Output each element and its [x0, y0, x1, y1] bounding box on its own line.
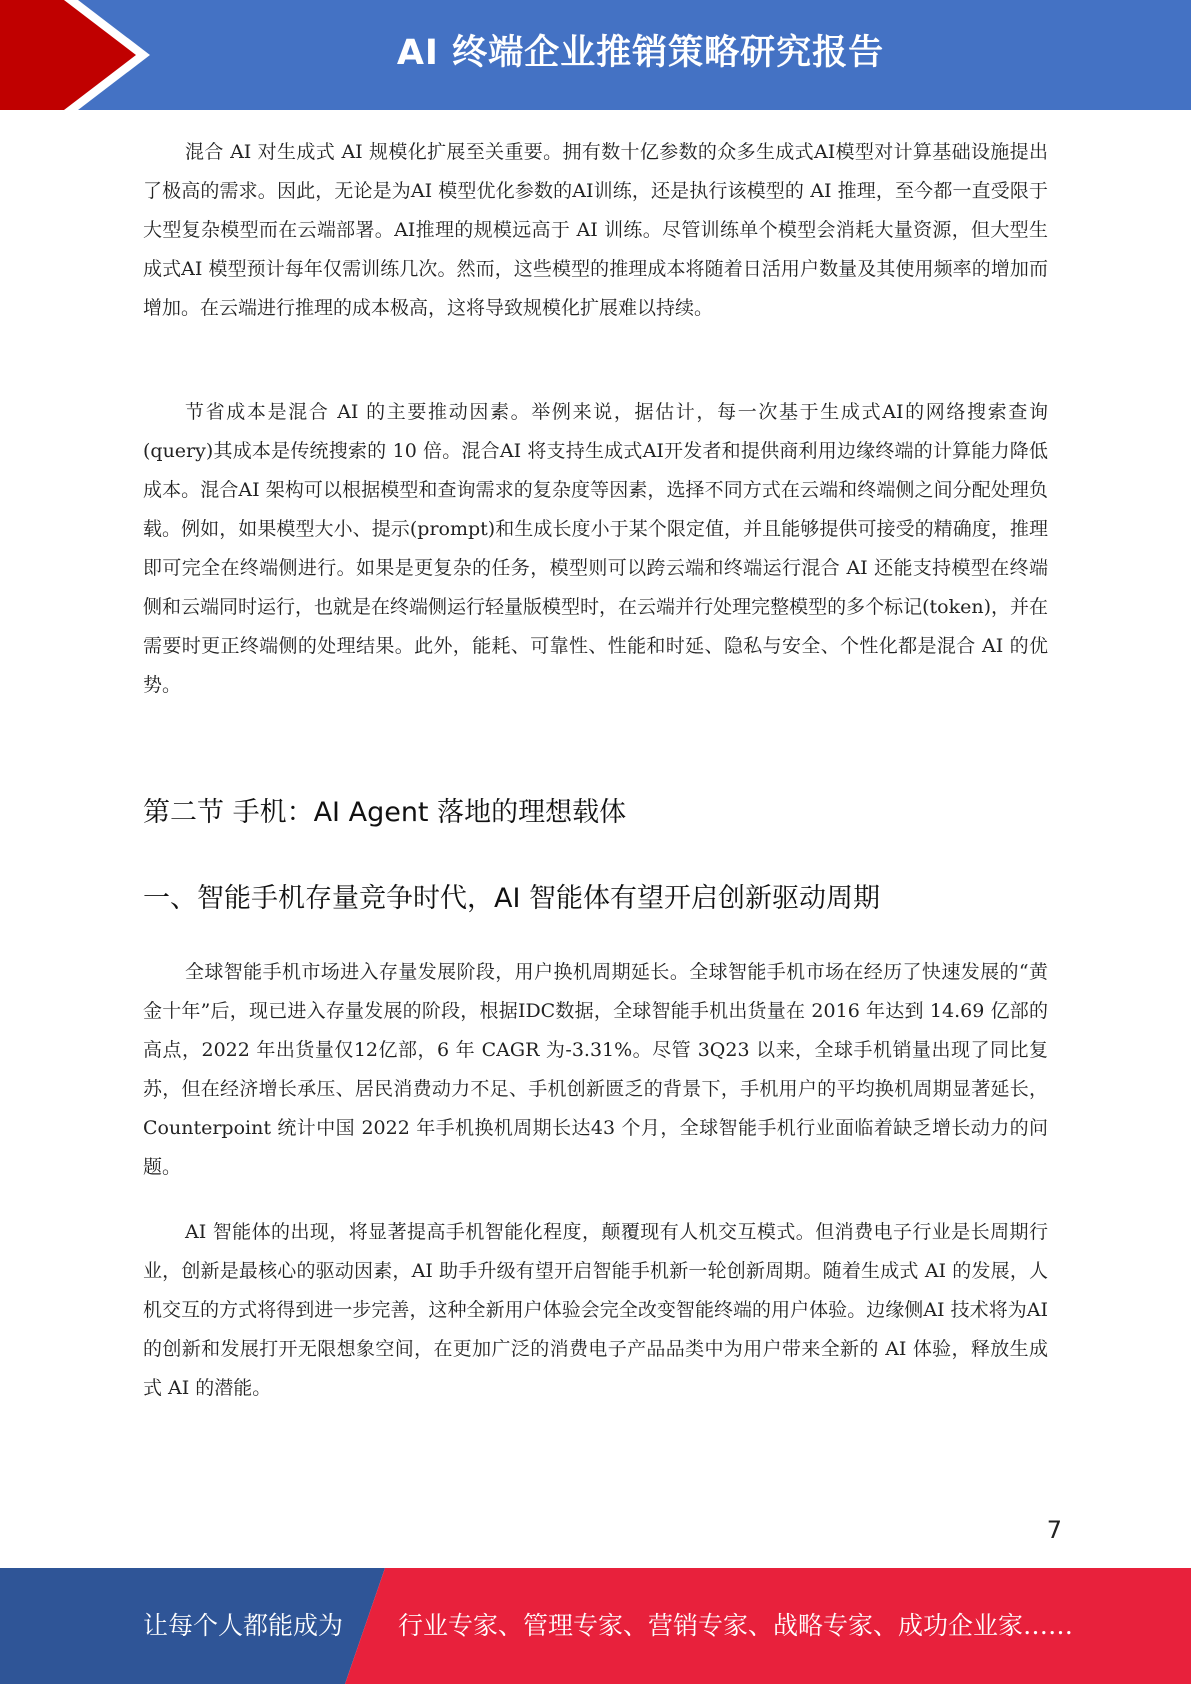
paragraph-hybrid-ai-scaling: 混合 AI 对生成式 AI 规模化扩展至关重要。拥有数十亿参数的众多生成式AI模型对计算基础设施提出了极高的需求。因此，无论是为AI 模型优化参数的AI训练，还是执行该模型的 AI 推理，至今都一直受限于大型复杂模型而在云端部署。AI推理的规模远高于 AI 训练。尽管训练单个模型会消耗大量资源，但大型生成式AI 模型预计每年仅需训练几次。然而，这些模型的推理成本将随着日活用户数量及其使用频率的增加而增加。在云端进行推理的成本极高，这将导致规模化扩展难以持续。 — [143, 141, 1048, 319]
footer-slogan-right: 行业专家、管理专家、营销专家、战略专家、成功企业家…… — [398, 1611, 1074, 1640]
page-footer — [0, 1568, 1191, 1684]
red-chevron-icon — [0, 0, 150, 110]
footer-slogan-left: 让每个人都能成为 — [143, 1611, 344, 1640]
paragraph-smartphone-market: 全球智能手机市场进入存量发展阶段，用户换机周期延长。全球智能手机市场在经历了快速发展的“黄金十年”后，现已进入存量发展的阶段，根据IDC数据，全球智能手机出货量在 2016 年达到 14.69 亿部的高点，2022 年出货量仅12亿部，6 年 CAGR 为-3.31%。尽管 3Q23 以来，全球手机销量出现了同比复苏，但在经济增长承压、居民消费动力不足、手机创新匮乏的背景下，手机用户的平均换机周期显著延长，Counterpoint 统计中国 2022 年手机换机周期长达43 个月，全球智能手机行业面临着缺乏增长动力的问题。 — [143, 961, 1048, 1178]
paragraph-ai-agent: AI 智能体的出现，将显著提高手机智能化程度，颠覆现有人机交互模式。但消费电子行业是长周期行业，创新是最核心的驱动因素，AI 助手升级有望开启智能手机新一轮创新周期。随着生成式 AI 的发展，人机交互的方式将得到进一步完善，这种全新用户体验会完全改变智能终端的用户体验。边缘侧AI 技术将为AI的创新和发展打开无限想象空间，在更加广泛的消费电子产品品类中为用户带来全新的 AI 体验，释放生成式 AI 的潜能。 — [143, 1221, 1048, 1399]
report-title: AI 终端企业推销策略研究报告 — [396, 33, 885, 73]
section-title: 第二节 手机：AI Agent 落地的理想载体 — [143, 797, 627, 828]
paragraph-cost-saving: 节省成本是混合 AI 的主要推动因素。举例来说，据估计，每一次基于生成式AI的网络搜索查询(query)其成本是传统搜索的 10 倍。混合AI 将支持生成式AI开发者和提供商利用边缘终端的计算能力降低成本。混合AI 架构可以根据模型和查询需求的复杂度等因素，选择不同方式在云端和终端侧之间分配处理负载。例如，如果模型大小、提示(prompt)和生成长度小于某个限定值，并且能够提供可接受的精确度，推理即可完全在终端侧进行。如果是更复杂的任务，模型则可以跨云端和终端运行混合 AI 还能支持模型在终端侧和云端同时运行，也就是在终端侧运行轻量版模型时，在云端并行处理完整模型的多个标记(token)，并在需要时更正终端侧的处理结果。此外，能耗、可靠性、性能和时延、隐私与安全、个性化都是混合 AI 的优势。 — [143, 401, 1048, 696]
page-number: 7 — [1046, 1516, 1062, 1544]
page-header — [0, 0, 1191, 110]
subsection-title: 一、智能手机存量竞争时代，AI 智能体有望开启创新驱动周期 — [143, 883, 881, 914]
